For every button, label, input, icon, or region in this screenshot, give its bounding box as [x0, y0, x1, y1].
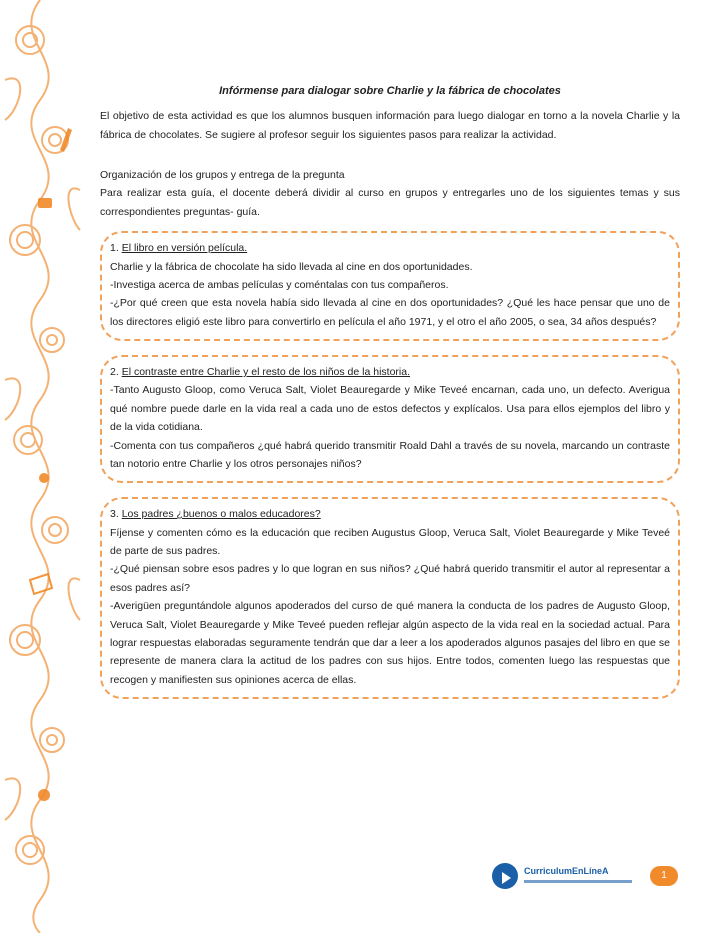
topic-box-2 [100, 355, 680, 483]
box-heading: Los padres ¿buenos o malos educadores? [121, 508, 321, 521]
org-heading: Organización de los grupos y entrega de la pregunta [100, 169, 345, 181]
play-logo-icon [492, 863, 518, 889]
curriculum-logo [492, 861, 642, 891]
box-line: -¿Por qué creen que esta novela había sido llevada al cine en dos oportunidades? ¿Qué les hace pensar que uno de los directores eligió este libro para convertirlo en película el año 1971, y el otro el año 2005, o sea, 34 años después? [110, 297, 670, 328]
box-line: Charlie y la fábrica de chocolate ha sido llevada al cine en dos oportunidades. [110, 260, 473, 273]
box-number: 1. [110, 242, 119, 255]
topic-box-1 [100, 231, 680, 341]
org-paragraph: Para realizar esta guía, el docente deberá dividir al curso en grupos y entregarles uno de los siguientes temas y sus correspondientes preguntas- guía. [100, 187, 680, 218]
box-line: -¿Qué piensan sobre esos padres y lo que logran en sus niños? ¿Qué habrá querido transmitir el autor al representar a esos padres así? [110, 563, 670, 594]
box-heading: El libro en versión película. [121, 242, 248, 255]
logo-text: CurriculumEnLíneA [524, 866, 609, 876]
logo-underline [524, 880, 632, 883]
box-line: -Investiga acerca de ambas películas y coméntalas con tus compañeros. [110, 278, 449, 291]
box-line: -Tanto Augusto Gloop, como Veruca Salt, Violet Beauregarde y Mike Teveé encarnan, cada uno, un defecto. Averigua qué nombre puede darle en la vida real a cada uno de estos defectos y explícalos. Usa para ellos ejemplos del libro y de la vida cotidiana. [110, 384, 670, 434]
intro-paragraph: El objetivo de esta actividad es que los alumnos busquen información para luego dialogar en torno a la novela Charlie y la fábrica de chocolates. Se sugiere al profesor seguir los siguientes pasos para realizar la actividad. [100, 110, 680, 141]
box-line: -Averigüen preguntándole algunos apoderados del curso de qué manera la conducta de los padres de Augusto Gloop, Veruca Salt, Violet Beauregarde y Mike Teveé pueden reflejar algún aspecto de la vida real en la sociedad actual. Para lograr respuestas elaboradas seguramente tendrán que dar a leer a los apoderados algunos pasajes del libro en que se represente de manera clara la actitud de los padres con sus hijos. Entre todos, comenten luego las respuestas que recogen y manifiesten sus opiniones acerca de ellas. [110, 600, 670, 686]
box-heading: El contraste entre Charlie y el resto de los niños de la historia. [121, 366, 411, 378]
box-number: 3. [110, 508, 119, 521]
page-number: 1 [650, 866, 678, 886]
box-number: 2. [110, 366, 119, 378]
box-line: -Comenta con tus compañeros ¿qué habrá querido transmitir Roald Dahl a través de su novela, marcando un contraste tan notorio entre Charlie y los otros personajes niños? [110, 439, 670, 470]
decorative-swirl-border [0, 0, 90, 933]
box-line: Fíjense y comenten cómo es la educación que reciben Augustus Gloop, Veruca Salt, Violet Beauregarde y Mike Teveé de parte de sus padres. [110, 526, 670, 557]
document-title: Infórmense para dialogar sobre Charlie y la fábrica de chocolates [219, 85, 561, 97]
topic-box-3 [100, 497, 680, 699]
document-body [100, 82, 680, 699]
